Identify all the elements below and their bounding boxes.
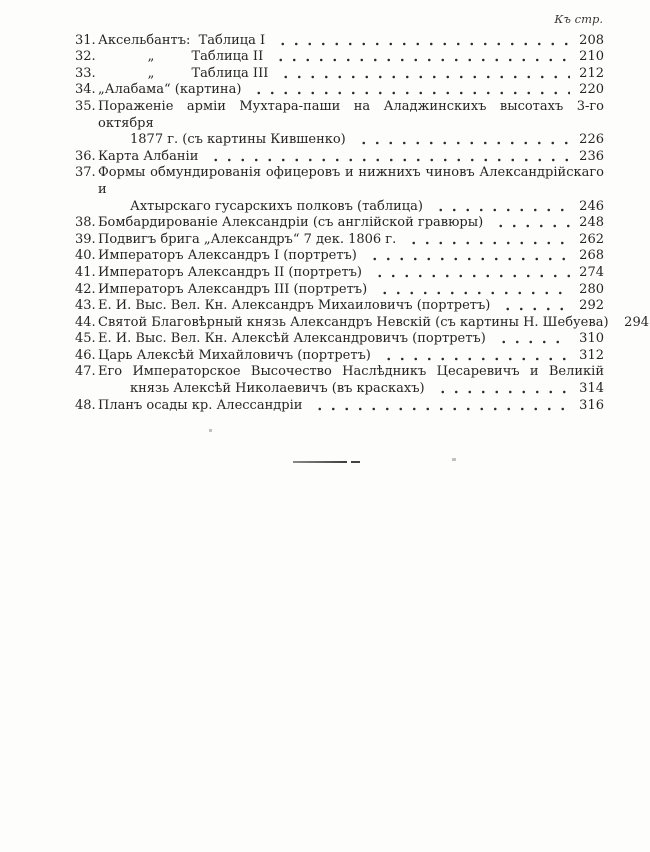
- entry-leader-line: [98, 331, 604, 348]
- toc-entry: [75, 215, 604, 232]
- entry-page-number: 316: [579, 397, 604, 413]
- entry-leader-line: [98, 398, 604, 415]
- entry-body: [98, 298, 604, 315]
- toc-entry: [75, 398, 604, 415]
- entry-leader-line: [98, 215, 604, 232]
- entry-body: [98, 364, 604, 397]
- dot-leader: [309, 398, 570, 415]
- entry-title: Императоръ Александръ III (портретъ): [98, 281, 368, 297]
- toc-entry: [75, 265, 604, 282]
- entry-leader-line: [98, 248, 604, 265]
- page-column-header: Къ стр.: [554, 12, 603, 26]
- toc-entry: [75, 248, 604, 265]
- entry-body: [98, 314, 649, 332]
- entry-body: [98, 165, 604, 215]
- entry-number: 40.: [75, 248, 96, 264]
- entry-title: Аксельбантъ: Таблица I: [98, 32, 266, 48]
- dot-leader: [369, 265, 570, 282]
- entry-number: 36.: [75, 148, 96, 164]
- entry-leader-line: [98, 132, 604, 149]
- entry-title: Святой Благовѣрный князь Александръ Невскій (съ картины Н. Шебуева): [98, 314, 609, 330]
- entry-number: 43.: [75, 298, 96, 314]
- entry-title: Ахтырскаго гусарскихъ полковъ (таблица): [130, 198, 423, 214]
- entry-leader-line: [98, 314, 649, 332]
- entry-number: 33.: [75, 65, 96, 81]
- entry-title-line: Пораженіе арміи Мухтара-паши на Аладжинскихъ высотахъ 3-го октября: [98, 98, 604, 131]
- entry-title: „Алабама“ (картина): [98, 82, 242, 98]
- entry-body: [98, 149, 604, 166]
- entry-body: [98, 82, 604, 99]
- entry-number: 46.: [75, 347, 96, 363]
- entry-leader-line: [98, 348, 604, 365]
- toc-entry: [75, 33, 604, 50]
- dot-leader: [432, 381, 570, 398]
- toc-entry: [75, 66, 604, 83]
- scan-speck: [209, 429, 212, 432]
- toc-entry: [75, 348, 604, 365]
- entry-title: князь Алексѣй Николаевичъ (въ краскахъ): [130, 381, 425, 397]
- entry-number: 48.: [75, 397, 96, 413]
- toc-entry: [75, 49, 604, 66]
- entry-leader-line: [98, 66, 604, 83]
- dot-leader: [353, 132, 570, 149]
- entry-body: [98, 331, 604, 348]
- entry-body: [98, 265, 604, 282]
- entry-title-line: Его Императорское Высочество Наслѣдникъ Цесаревичъ и Великій: [98, 364, 604, 380]
- dot-leader: [374, 282, 570, 299]
- entry-leader-line: [98, 298, 604, 315]
- entry-title: Е. И. Выс. Вел. Кн. Алексѣй Александровичъ (портретъ): [98, 331, 486, 347]
- entry-body: [98, 215, 604, 232]
- entry-body: [98, 49, 604, 66]
- entry-page-number: 280: [579, 281, 604, 297]
- entry-page-number: 248: [579, 215, 604, 231]
- dot-leader: [378, 348, 570, 365]
- entry-number: 32.: [75, 49, 96, 65]
- divider-rule: [293, 461, 347, 463]
- entry-title: Карта Албаніи: [98, 148, 199, 164]
- toc-entry: [75, 99, 604, 149]
- entry-page-number: 208: [579, 32, 604, 48]
- entry-page-number: 220: [579, 82, 604, 98]
- entry-number: 35.: [75, 98, 96, 114]
- entry-number: 31.: [75, 32, 96, 48]
- dot-leader: [205, 149, 570, 166]
- entry-title: Императоръ Александръ II (портретъ): [98, 264, 362, 280]
- entry-title: Бомбардированіе Александріи (съ англійской гравюры): [98, 215, 484, 231]
- divider-dash: [351, 461, 360, 463]
- entry-page-number: 262: [579, 231, 604, 247]
- entry-page-number: 268: [579, 248, 604, 264]
- entry-number: 38.: [75, 215, 96, 231]
- entry-page-number: 294: [624, 314, 649, 330]
- entry-leader-line: [98, 282, 604, 299]
- entry-body: [98, 282, 604, 299]
- entry-number: 41.: [75, 264, 96, 280]
- toc-entry: [75, 149, 604, 166]
- dot-leader: [364, 248, 570, 265]
- entry-number: 45.: [75, 331, 96, 347]
- entry-body: [98, 348, 604, 365]
- dot-leader: [272, 33, 570, 50]
- entry-leader-line: [98, 232, 604, 249]
- entry-page-number: 314: [579, 381, 604, 397]
- entry-page-number: 246: [579, 198, 604, 214]
- dot-leader: [497, 298, 570, 315]
- entry-body: [98, 398, 604, 415]
- toc-entry: [75, 298, 604, 315]
- entry-title: 1877 г. (съ картины Кившенко): [130, 132, 346, 148]
- entry-number: 39.: [75, 231, 96, 247]
- entry-body: [98, 248, 604, 265]
- entry-number: 37.: [75, 165, 96, 181]
- entry-leader-line: [98, 33, 604, 50]
- entry-title: Планъ осады кр. Алессандріи: [98, 397, 303, 413]
- entry-number: 42.: [75, 281, 96, 297]
- entry-page-number: 310: [579, 331, 604, 347]
- entry-page-number: 292: [579, 298, 604, 314]
- toc-entry: [75, 165, 604, 215]
- dot-leader: [493, 331, 570, 348]
- dot-leader: [403, 232, 570, 249]
- entry-body: [98, 33, 604, 50]
- entry-number: 34.: [75, 82, 96, 98]
- entry-title: Царь Алексѣй Михайловичъ (портретъ): [98, 347, 371, 363]
- toc-entry: [75, 331, 604, 348]
- entry-number: 44.: [75, 314, 96, 330]
- entry-leader-line: [98, 149, 604, 166]
- entry-page-number: 226: [579, 132, 604, 148]
- entry-number: 47.: [75, 364, 96, 380]
- page-content: [75, 11, 649, 414]
- entry-body: [98, 99, 604, 149]
- entry-title-line: Формы обмундированія офицеровъ и нижнихъ чиновъ Александрійскаго и: [98, 165, 604, 197]
- dot-leader: [430, 199, 570, 216]
- entry-title: Е. И. Выс. Вел. Кн. Александръ Михаиловичъ (портретъ): [98, 298, 491, 314]
- entry-leader-line: [98, 82, 604, 99]
- scan-speck: [452, 458, 456, 461]
- entry-body: [98, 66, 604, 83]
- toc-entry: [75, 232, 604, 249]
- illustrations-list: [75, 32, 649, 415]
- toc-entry: [75, 82, 604, 99]
- entry-page-number: 274: [579, 264, 604, 280]
- dot-leader: [248, 82, 570, 99]
- entry-leader-line: [98, 265, 604, 282]
- entry-title: Императоръ Александръ I (портретъ): [98, 248, 357, 264]
- entry-page-number: 312: [579, 347, 604, 363]
- entry-leader-line: [98, 49, 604, 66]
- entry-title: „ Таблица II: [98, 49, 264, 65]
- entry-leader-line: [98, 381, 604, 398]
- entry-title: Подвигъ брига „Александръ“ 7 дек. 1806 г.: [98, 231, 397, 247]
- toc-entry: [75, 364, 604, 397]
- dot-leader: [490, 215, 570, 232]
- entry-page-number: 236: [579, 148, 604, 164]
- dot-leader: [611, 315, 615, 332]
- dot-leader: [270, 49, 570, 66]
- entry-title: „ Таблица III: [98, 65, 269, 81]
- entry-page-number: 210: [579, 49, 604, 65]
- entry-leader-line: [98, 199, 604, 216]
- toc-entry: [75, 282, 604, 299]
- dot-leader: [275, 66, 570, 83]
- entry-page-number: 212: [579, 65, 604, 81]
- entry-body: [98, 232, 604, 249]
- section-divider: [293, 461, 360, 463]
- toc-entry: [75, 314, 649, 332]
